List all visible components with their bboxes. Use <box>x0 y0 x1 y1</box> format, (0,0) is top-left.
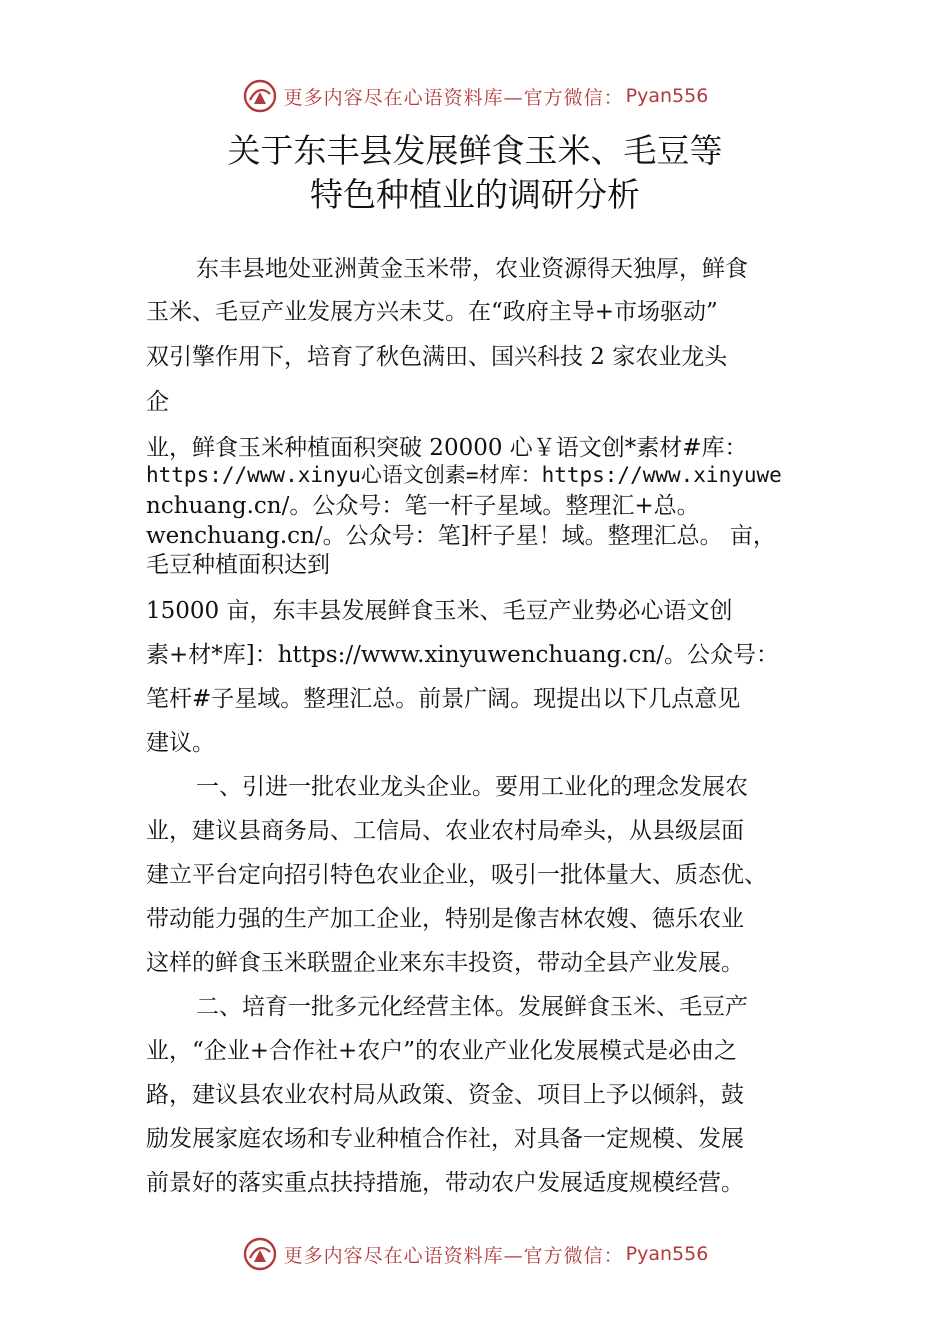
watermark-wechat-id: Pyan556 <box>625 85 709 107</box>
footer-watermark <box>0 1234 950 1274</box>
para2-line: wenchuang.cn/。公众号：笔]杆子星！域。整理汇总。 亩， <box>146 523 776 549</box>
para2-line: https://www.xinyu心语文创素=材库：https://www.xinyuwe <box>146 463 782 487</box>
para5-line: 业，“企业+合作社+农户”的农业产业化发展模式是必由之 <box>146 1038 738 1064</box>
watermark-wechat-id: Pyan556 <box>625 1243 709 1265</box>
para1-line: 玉米、毛豆产业发展方兴未艾。在“政府主导+市场驱动” <box>146 299 718 325</box>
para3-line: 素+材*库]：https://www.xinyuwenchuang.cn/。公众号： <box>146 642 780 668</box>
document-title-line-1: 关于东丰县发展鲜食玉米、毛豆等 <box>227 131 723 170</box>
logo-icon <box>242 1236 278 1272</box>
para4-line: 这样的鲜食玉米联盟企业来东丰投资，带动全县产业发展。 <box>146 950 744 976</box>
para4-line: 一、引进一批农业龙头企业。要用工业化的理念发展农 <box>196 774 748 800</box>
para1-line: 东丰县地处亚洲黄金玉米带，农业资源得天独厚，鲜食 <box>196 256 748 282</box>
watermark-text: 更多内容尽在心语资料库—官方微信： <box>283 1244 624 1267</box>
para4-line: 建立平台定向招引特色农业企业，吸引一批体量大、质态优、 <box>146 862 767 888</box>
watermark-text: 更多内容尽在心语资料库—官方微信： <box>283 86 624 109</box>
logo-icon <box>242 78 278 114</box>
para3-line: 15000 亩，东丰县发展鲜食玉米、毛豆产业势必心语文创 <box>146 598 733 624</box>
para2-line: nchuang.cn/。公众号：笔一杆子星域。整理汇+总。 <box>146 493 700 519</box>
para1-line: 企 <box>146 389 169 415</box>
para1-line: 双引擎作用下，培育了秋色满田、国兴科技 2 家农业龙头 <box>146 344 728 370</box>
para5-line: 前景好的落实重点扶持措施，带动农户发展适度规模经营。 <box>146 1170 744 1196</box>
header-watermark <box>0 76 950 116</box>
para3-line: 笔杆#子星域。整理汇总。前景广阔。现提出以下几点意见 <box>146 686 741 712</box>
para3-line: 建议。 <box>146 730 215 756</box>
para5-line: 励发展家庭农场和专业种植合作社，对具备一定规模、发展 <box>146 1126 744 1152</box>
para5-line: 路，建议县农业农村局从政策、资金、项目上予以倾斜，鼓 <box>146 1082 744 1108</box>
para5-line: 二、培育一批多元化经营主体。发展鲜食玉米、毛豆产 <box>196 994 748 1020</box>
para2-line: 业，鲜食玉米种植面积突破 20000 心￥语文创*素材#库： <box>146 435 748 461</box>
para4-line: 业，建议县商务局、工信局、农业农村局牵头，从县级层面 <box>146 818 744 844</box>
document-title-line-2: 特色种植业的调研分析 <box>310 175 640 214</box>
para2-line: 毛豆种植面积达到 <box>146 552 330 578</box>
para4-line: 带动能力强的生产加工企业，特别是像吉林农嫂、德乐农业 <box>146 906 744 932</box>
